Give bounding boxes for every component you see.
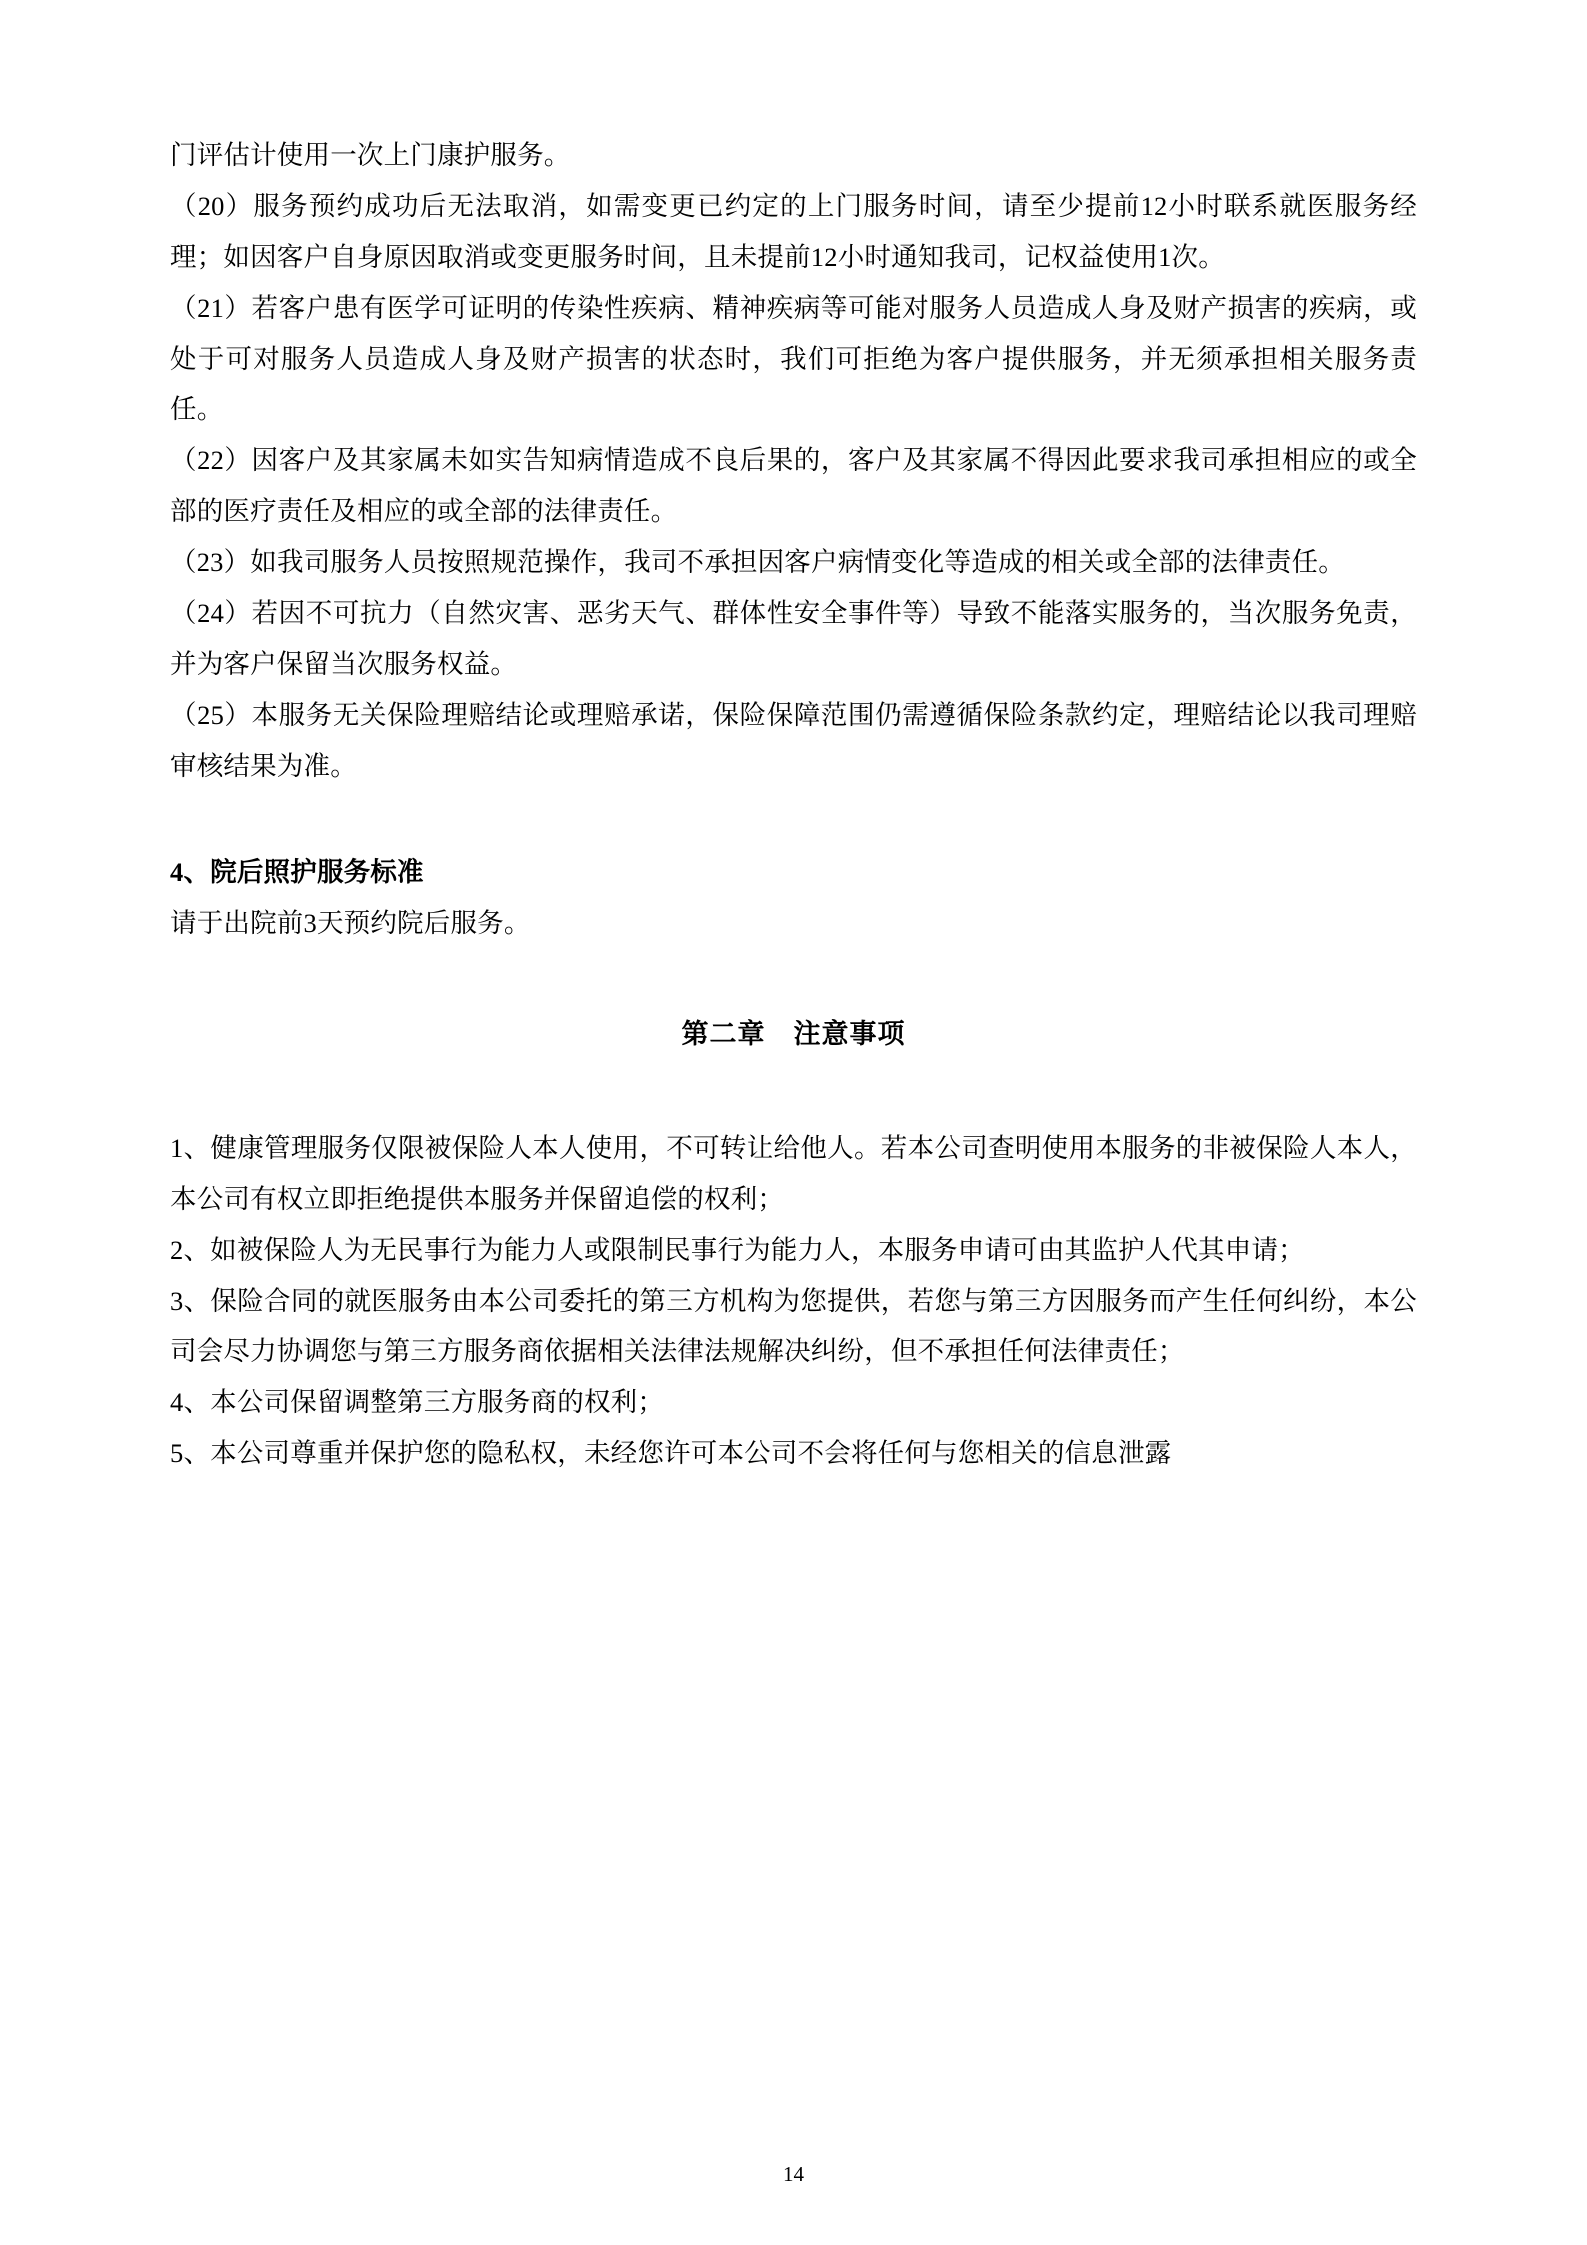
section-heading-post-hospital-care: 4、院后照护服务标准 xyxy=(170,857,424,888)
spacer-after-chapter xyxy=(170,1061,1417,1123)
document-body xyxy=(170,130,1417,1479)
spacer-before-chapter xyxy=(170,949,1417,1009)
clause-21: （21）若客户患有医学可证明的传染性疾病、精神疾病等可能对服务人员造成人身及财产损害的疾病，或处于可对服务人员造成人身及财产损害的状态时，我们可拒绝为客户提供服务，并无须承担相关服务责任。 xyxy=(170,292,1417,425)
note-item-1: 1、健康管理服务仅限被保险人本人使用，不可转让给他人。若本公司查明使用本服务的非被保险人本人，本公司有权立即拒绝提供本服务并保留追偿的权利； xyxy=(170,1132,1417,1214)
spacer-before-section xyxy=(170,791,1417,847)
page-number: 14 xyxy=(783,2162,804,2186)
note-item-5: 5、本公司尊重并保护您的隐私权，未经您许可本公司不会将任何与您相关的信息泄露 xyxy=(170,1438,1172,1469)
clause-23: （23）如我司服务人员按照规范操作，我司不承担因客户病情变化等造成的相关或全部的法律责任。 xyxy=(170,547,1345,577)
clause-25: （25）本服务无关保险理赔结论或理赔承诺，保险保障范围仍需遵循保险条款约定，理赔结论以我司理赔审核结果为准。 xyxy=(170,699,1417,781)
section-body-post-hospital-care: 请于出院前3天预约院后服务。 xyxy=(170,908,531,939)
continued-paragraph: 门评估计使用一次上门康护服务。 xyxy=(170,140,571,170)
clause-22: （22）因客户及其家属未如实告知病情造成不良后果的，客户及其家属不得因此要求我司承担相应的或全部的医疗责任及相应的或全部的法律责任。 xyxy=(170,445,1417,527)
note-item-3: 3、保险合同的就医服务由本公司委托的第三方机构为您提供，若您与第三方因服务而产生任何纠纷，本公司会尽力协调您与第三方服务商依据相关法律法规解决纠纷，但不承担任何法律责任； xyxy=(170,1285,1417,1367)
note-item-4: 4、本公司保留调整第三方服务商的权利； xyxy=(170,1387,665,1418)
clause-20: （20）服务预约成功后无法取消，如需变更已约定的上门服务时间，请至少提前12小时联系就医服务经理；如因客户自身原因取消或变更服务时间，且未提前12小时通知我司，记权益使用1次。 xyxy=(170,190,1417,272)
note-item-2: 2、如被保险人为无民事行为能力人或限制民事行为能力人，本服务申请可由其监护人代其申请； xyxy=(170,1234,1305,1265)
clause-24: （24）若因不可抗力（自然灾害、恶劣天气、群体性安全事件等）导致不能落实服务的，当次服务免责，并为客户保留当次服务权益。 xyxy=(170,597,1417,679)
chapter-title: 第二章 注意事项 xyxy=(681,1019,906,1050)
